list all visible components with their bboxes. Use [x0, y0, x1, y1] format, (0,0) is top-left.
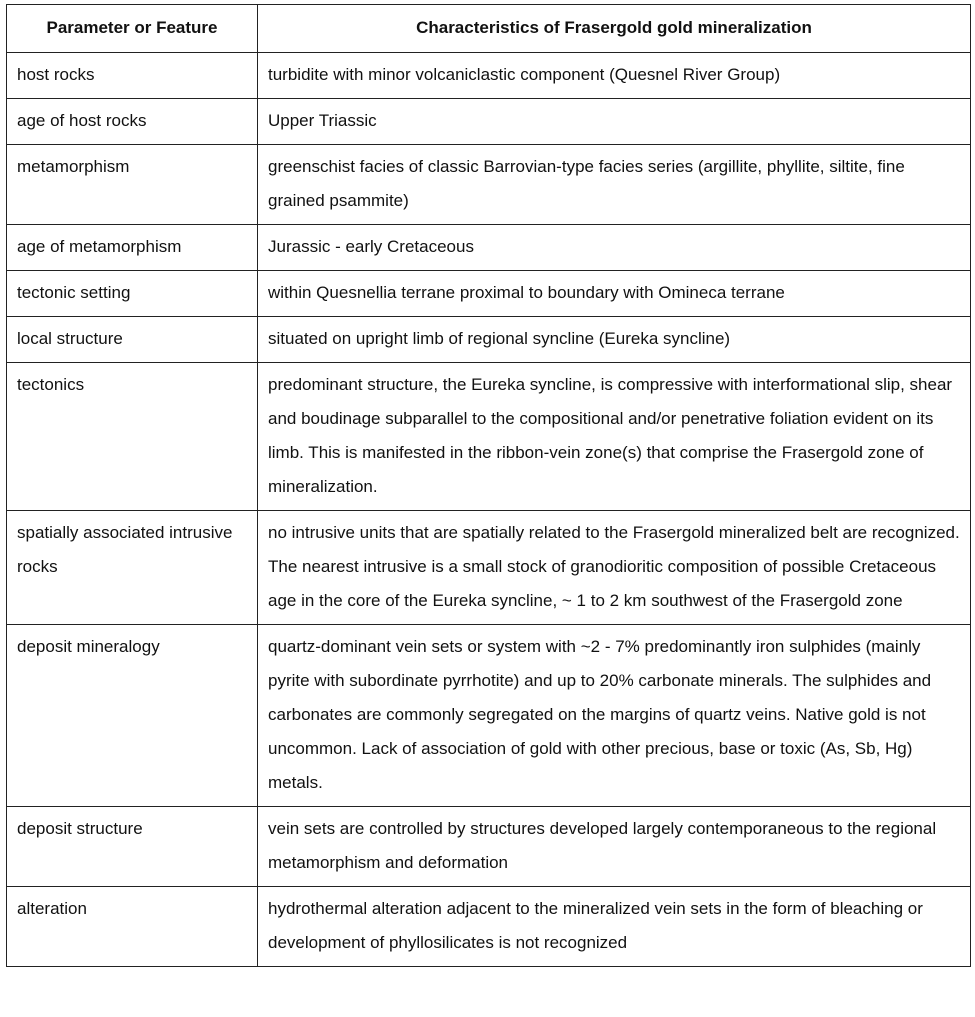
parameter-cell: alteration: [7, 887, 258, 967]
table-row: [7, 145, 971, 225]
table-row: [7, 225, 971, 271]
table-row: [7, 511, 971, 625]
table-row: [7, 271, 971, 317]
table-row: [7, 363, 971, 511]
parameter-cell: spatially associated intrusive rocks: [7, 511, 258, 625]
characteristics-cell: hydrothermal alteration adjacent to the mineralized vein sets in the form of bleaching or development of phyllosilicates is not recognized: [258, 887, 971, 967]
header-parameter: Parameter or Feature: [7, 5, 258, 53]
characteristics-cell: predominant structure, the Eureka syncline, is compressive with interformational slip, shear and boudinage subparallel to the compositional and/or penetrative foliation evident on its limb. This is manifested in the ribbon-vein zone(s) that comprise the Frasergold zone of mineralization.: [258, 363, 971, 511]
header-characteristics: Characteristics of Frasergold gold mineralization: [258, 5, 971, 53]
parameter-cell: host rocks: [7, 53, 258, 99]
frasergold-characteristics-table: [6, 4, 971, 967]
table-row: [7, 807, 971, 887]
characteristics-cell: turbidite with minor volcaniclastic component (Quesnel River Group): [258, 53, 971, 99]
parameter-cell: deposit structure: [7, 807, 258, 887]
characteristics-cell: within Quesnellia terrane proximal to boundary with Omineca terrane: [258, 271, 971, 317]
parameter-cell: metamorphism: [7, 145, 258, 225]
parameter-cell: age of host rocks: [7, 99, 258, 145]
parameter-cell: deposit mineralogy: [7, 625, 258, 807]
characteristics-cell: no intrusive units that are spatially related to the Frasergold mineralized belt are recognized. The nearest intrusive is a small stock of granodioritic composition of possible Cretaceous age in the core of the Eureka syncline, ~ 1 to 2 km southwest of the Frasergold zone: [258, 511, 971, 625]
table-row: [7, 53, 971, 99]
table-row: [7, 625, 971, 807]
characteristics-cell: Upper Triassic: [258, 99, 971, 145]
table-row: [7, 887, 971, 967]
table-header-row: [7, 5, 971, 53]
parameter-cell: tectonics: [7, 363, 258, 511]
characteristics-cell: Jurassic - early Cretaceous: [258, 225, 971, 271]
characteristics-cell: vein sets are controlled by structures developed largely contemporaneous to the regional metamorphism and deformation: [258, 807, 971, 887]
characteristics-cell: greenschist facies of classic Barrovian-type facies series (argillite, phyllite, siltite, fine grained psammite): [258, 145, 971, 225]
parameter-cell: local structure: [7, 317, 258, 363]
characteristics-cell: situated on upright limb of regional syncline (Eureka syncline): [258, 317, 971, 363]
parameter-cell: tectonic setting: [7, 271, 258, 317]
characteristics-cell: quartz-dominant vein sets or system with ~2 - 7% predominantly iron sulphides (mainly pyrite with subordinate pyrrhotite) and up to 20% carbonate minerals. The sulphides and carbonates are commonly segregated on the margins of quartz veins. Native gold is not uncommon. Lack of association of gold with other precious, base or toxic (As, Sb, Hg) metals.: [258, 625, 971, 807]
parameter-cell: age of metamorphism: [7, 225, 258, 271]
table-row: [7, 99, 971, 145]
table-row: [7, 317, 971, 363]
